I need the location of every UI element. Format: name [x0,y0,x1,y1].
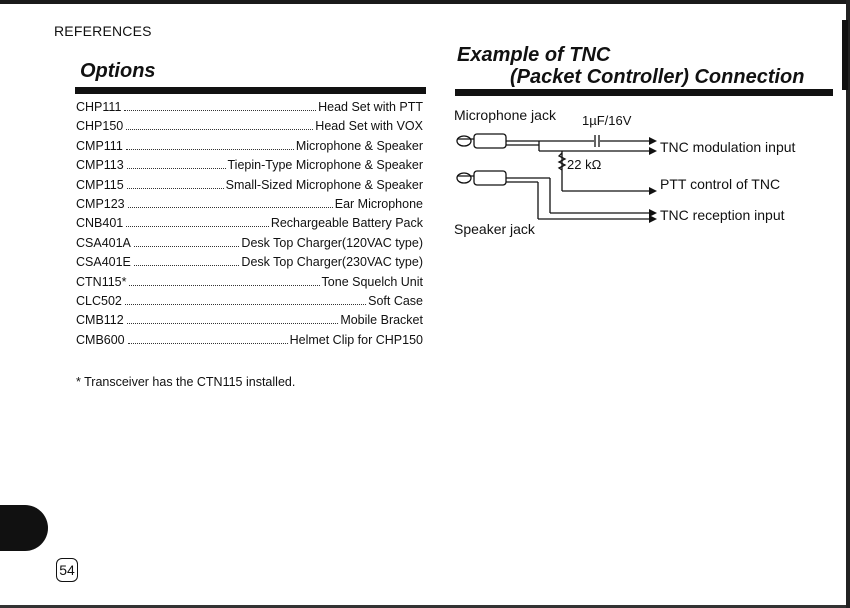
option-description: Ear Microphone [334,196,423,211]
option-description: Desk Top Charger(230VAC type) [241,255,423,270]
leader-dots [134,246,240,247]
speaker-jack-label: Speaker jack [454,221,535,237]
list-item [76,139,423,158]
option-code: CMP111 [76,138,123,153]
leader-dots [134,265,240,266]
microphone-plug-icon [474,134,506,148]
option-code: CMP113 [76,158,124,173]
footnote: * Transceiver has the CTN115 installed. [76,375,296,389]
option-description: Tiepin-Type Microphone & Speaker [227,158,423,173]
arrow-icon [649,215,657,223]
resistor-label: 22 kΩ [567,157,602,172]
leader-dots [128,207,333,208]
list-item [76,100,423,119]
option-description: Rechargeable Battery Pack [270,216,423,231]
option-description: Helmet Clip for CHP150 [289,332,423,347]
capacitor-label: 1µF/16V [582,113,632,128]
list-item [76,313,423,332]
option-description: Head Set with VOX [315,119,423,134]
page-number: 54 [56,558,78,582]
arrow-icon [649,147,657,155]
leader-dots [127,188,224,189]
list-item [76,158,423,177]
leader-dots [125,304,366,305]
binding-mark [842,20,848,90]
tnc-title-line1: Example of TNC [457,44,611,66]
leader-dots [126,226,269,227]
microphone-plug-tip-icon [457,136,471,146]
page-top-edge [0,0,850,4]
reception-input-label: TNC reception input [660,207,785,223]
list-item [76,275,423,294]
microphone-jack-label: Microphone jack [454,107,556,123]
option-description: Desk Top Charger(120VAC type) [241,235,423,250]
list-item [76,216,423,235]
ptt-control-label: PTT control of TNC [660,176,781,192]
option-code: CNB401 [76,216,124,231]
options-list [76,100,423,352]
section-label: REFERENCES [54,23,152,39]
option-description: Head Set with PTT [318,100,423,114]
option-description: Soft Case [368,293,423,308]
option-code: CTN115* [76,274,127,289]
option-code: CMB112 [76,313,124,328]
arrow-icon [649,187,657,195]
option-description: Tone Squelch Unit [321,274,423,289]
leader-dots [126,149,294,150]
option-code: CHP111 [76,100,122,114]
modulation-input-label: TNC modulation input [660,139,796,155]
options-title: Options [80,60,156,82]
option-code: CMP123 [76,196,125,211]
list-item [76,197,423,216]
list-item [76,255,423,274]
leader-dots [127,323,339,324]
leader-dots [124,110,316,111]
list-item [76,236,423,255]
option-description: Mobile Bracket [340,313,423,328]
list-item [76,119,423,138]
tnc-title-line2: (Packet Controller) Connection [510,66,805,88]
option-code: CLC502 [76,293,122,308]
chapter-tab-marker [0,505,48,551]
list-item [76,333,423,352]
list-item [76,178,423,197]
arrow-icon [649,137,657,145]
speaker-plug-icon [474,171,506,185]
leader-dots [127,168,226,169]
page-right-edge [846,0,850,608]
list-item [76,294,423,313]
tnc-connection-diagram [454,105,834,245]
leader-dots [126,129,313,130]
options-title-rule [75,87,426,94]
option-description: Microphone & Speaker [295,138,423,153]
option-code: CSA401E [76,255,131,270]
option-description: Small-Sized Microphone & Speaker [225,177,423,192]
speaker-plug-tip-icon [457,173,471,183]
tnc-title-rule [455,89,833,96]
option-code: CMB600 [76,332,125,347]
option-code: CSA401A [76,235,131,250]
leader-dots [128,343,288,344]
leader-dots [129,285,319,286]
option-code: CMP115 [76,177,124,192]
option-code: CHP150 [76,119,124,134]
